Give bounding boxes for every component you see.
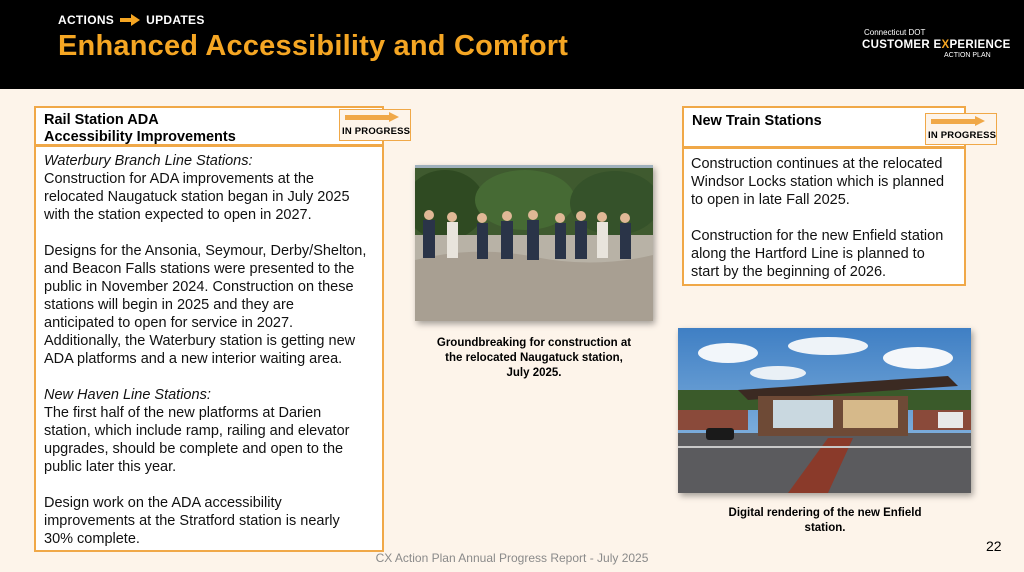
logo-name: CUSTOMER EXPERIENCE bbox=[862, 39, 1011, 51]
new-stations-status-badge: IN PROGRESS bbox=[925, 113, 997, 145]
kicker-updates: UPDATES bbox=[146, 13, 205, 27]
waterbury-subheading: Waterbury Branch Line Stations: bbox=[44, 153, 253, 169]
page-number: 22 bbox=[986, 538, 1002, 554]
section-kicker bbox=[58, 13, 205, 27]
ada-card-header bbox=[34, 106, 384, 146]
logo-subtitle: ACTION PLAN bbox=[944, 52, 991, 59]
new-stations-card-title: New Train Stations bbox=[692, 113, 822, 129]
enfield-rendering-photo bbox=[678, 328, 971, 493]
new-stations-card-header bbox=[682, 106, 966, 148]
new-haven-subheading: New Haven Line Stations: bbox=[44, 387, 211, 403]
footer-text: CX Action Plan Annual Progress Report - July 2025 bbox=[375, 551, 649, 565]
logo-agency: Connecticut DOT bbox=[864, 28, 926, 37]
arrow-right-icon bbox=[120, 14, 140, 26]
page-title: Enhanced Accessibility and Comfort bbox=[58, 30, 569, 62]
new-stations-card-text: Construction continues at the relocated Windsor Locks station which is planned to open in late Fall 2025. Construction for the new Enfield station along the Hartford Line is planned to start by the beginning of 2026. bbox=[691, 156, 945, 280]
new-stations-card-body bbox=[682, 147, 966, 286]
header-banner bbox=[0, 0, 1024, 89]
ada-card-text: Waterbury Branch Line Stations: Construction for ADA improvements at the relocated Naugatuck station began in July 2025 with the station expected to open in 2027. Designs for the Ansonia, Seymour, Derby/Shelton, and Beacon Falls stations were presented to the public in November 2024. Construction on these stations will begin in 2025 and they are anticipated to open for service in 2027. Additionally, the Waterbury station is getting new ADA platforms and a new interior waiting area. New Haven Line Stations: The first half of the new platforms at Darien station, which include ramp, railing and elevator upgrades, should be complete and open to the public later this year. Design work on the ADA accessibility improvements at the Stratford station is nearly 30% complete. bbox=[44, 152, 380, 548]
groundbreaking-caption: Groundbreaking for construction at the relocated Naugatuck station, July 2025. bbox=[436, 337, 632, 379]
ada-card-title: Rail Station ADA Accessibility Improvements bbox=[44, 112, 236, 145]
enfield-rendering-caption: Digital rendering of the new Enfield station. bbox=[728, 507, 922, 534]
ada-card-body bbox=[34, 145, 384, 552]
ctdot-cx-logo bbox=[862, 28, 1011, 59]
ada-status-badge: IN PROGRESS bbox=[339, 109, 411, 141]
kicker-actions: ACTIONS bbox=[58, 13, 115, 27]
groundbreaking-photo bbox=[415, 165, 653, 321]
